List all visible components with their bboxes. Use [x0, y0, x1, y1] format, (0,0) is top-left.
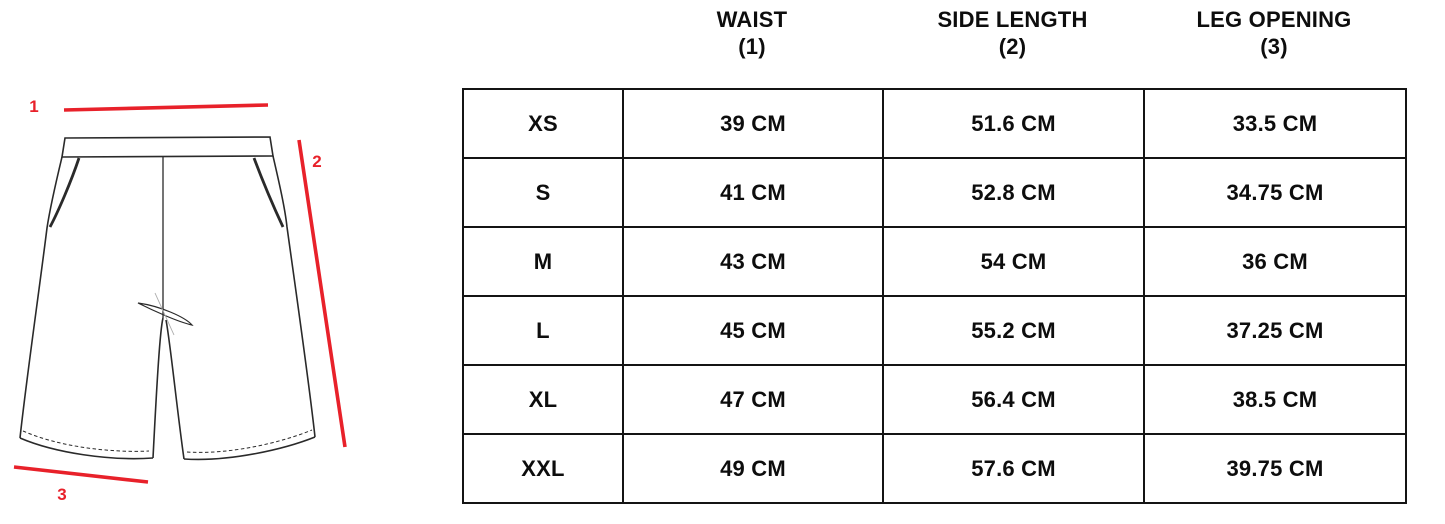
- table-row: [463, 89, 1406, 158]
- callout-label-1: 1: [29, 97, 39, 116]
- waist-cell: 49 CM: [623, 434, 883, 503]
- side-length-cell: 51.6 CM: [883, 89, 1144, 158]
- size-chart-body: [463, 89, 1406, 503]
- table-row: [463, 434, 1406, 503]
- table-row: [463, 365, 1406, 434]
- waist-cell: 45 CM: [623, 296, 883, 365]
- measurement-labels: [29, 97, 321, 504]
- waist-cell: 47 CM: [623, 365, 883, 434]
- size-cell: M: [463, 227, 623, 296]
- table-row: [463, 158, 1406, 227]
- size-cell: XXL: [463, 434, 623, 503]
- leg-opening-cell: 33.5 CM: [1144, 89, 1406, 158]
- size-cell: S: [463, 158, 623, 227]
- shorts-technical-drawing: [0, 0, 420, 524]
- size-cell: XL: [463, 365, 623, 434]
- column-header-label: SIDE LENGTH: [937, 7, 1088, 32]
- column-header-waist: [622, 6, 882, 60]
- waist-measure-line: [64, 105, 268, 110]
- left-hem: [20, 438, 153, 459]
- callout-label-2: 2: [312, 152, 322, 171]
- side-length-cell: 54 CM: [883, 227, 1144, 296]
- leg-opening-measure-line: [14, 467, 148, 482]
- right-hem-stitching: [187, 430, 312, 452]
- column-header-label: WAIST: [716, 7, 788, 32]
- waist-cell: 39 CM: [623, 89, 883, 158]
- column-header-number: (1): [738, 34, 766, 59]
- waistband: [62, 137, 273, 157]
- right-pocket-opening: [254, 158, 283, 227]
- leg-opening-cell: 38.5 CM: [1144, 365, 1406, 434]
- drawstring-shadow-line: [155, 293, 174, 335]
- leg-opening-cell: 37.25 CM: [1144, 296, 1406, 365]
- waist-cell: 41 CM: [623, 158, 883, 227]
- left-hem-stitching: [23, 431, 149, 451]
- column-header-side-length: [882, 6, 1143, 60]
- leg-opening-cell: 36 CM: [1144, 227, 1406, 296]
- size-cell: XS: [463, 89, 623, 158]
- right-hem: [184, 437, 315, 459]
- callout-label-3: 3: [57, 485, 67, 504]
- right-inner-seam: [166, 320, 184, 459]
- size-cell: L: [463, 296, 623, 365]
- drawstring: [138, 303, 192, 325]
- size-chart-table: [462, 88, 1407, 504]
- waist-cell: 43 CM: [623, 227, 883, 296]
- table-row: [463, 296, 1406, 365]
- column-header-number: (2): [998, 34, 1027, 59]
- leg-opening-cell: 39.75 CM: [1144, 434, 1406, 503]
- column-header-number: (3): [1260, 34, 1288, 59]
- column-header-label: LEG OPENING: [1196, 7, 1352, 32]
- leg-opening-cell: 34.75 CM: [1144, 158, 1406, 227]
- side-length-cell: 52.8 CM: [883, 158, 1144, 227]
- side-length-cell: 56.4 CM: [883, 365, 1144, 434]
- left-outer-seam: [20, 157, 62, 438]
- column-header-leg-opening: [1143, 6, 1405, 60]
- shorts-outline: [20, 137, 315, 459]
- side-length-cell: 55.2 CM: [883, 296, 1144, 365]
- table-row: [463, 227, 1406, 296]
- side-length-measure-line: [299, 140, 345, 447]
- column-headers: [622, 6, 1405, 60]
- side-length-cell: 57.6 CM: [883, 434, 1144, 503]
- left-inner-seam: [153, 318, 163, 458]
